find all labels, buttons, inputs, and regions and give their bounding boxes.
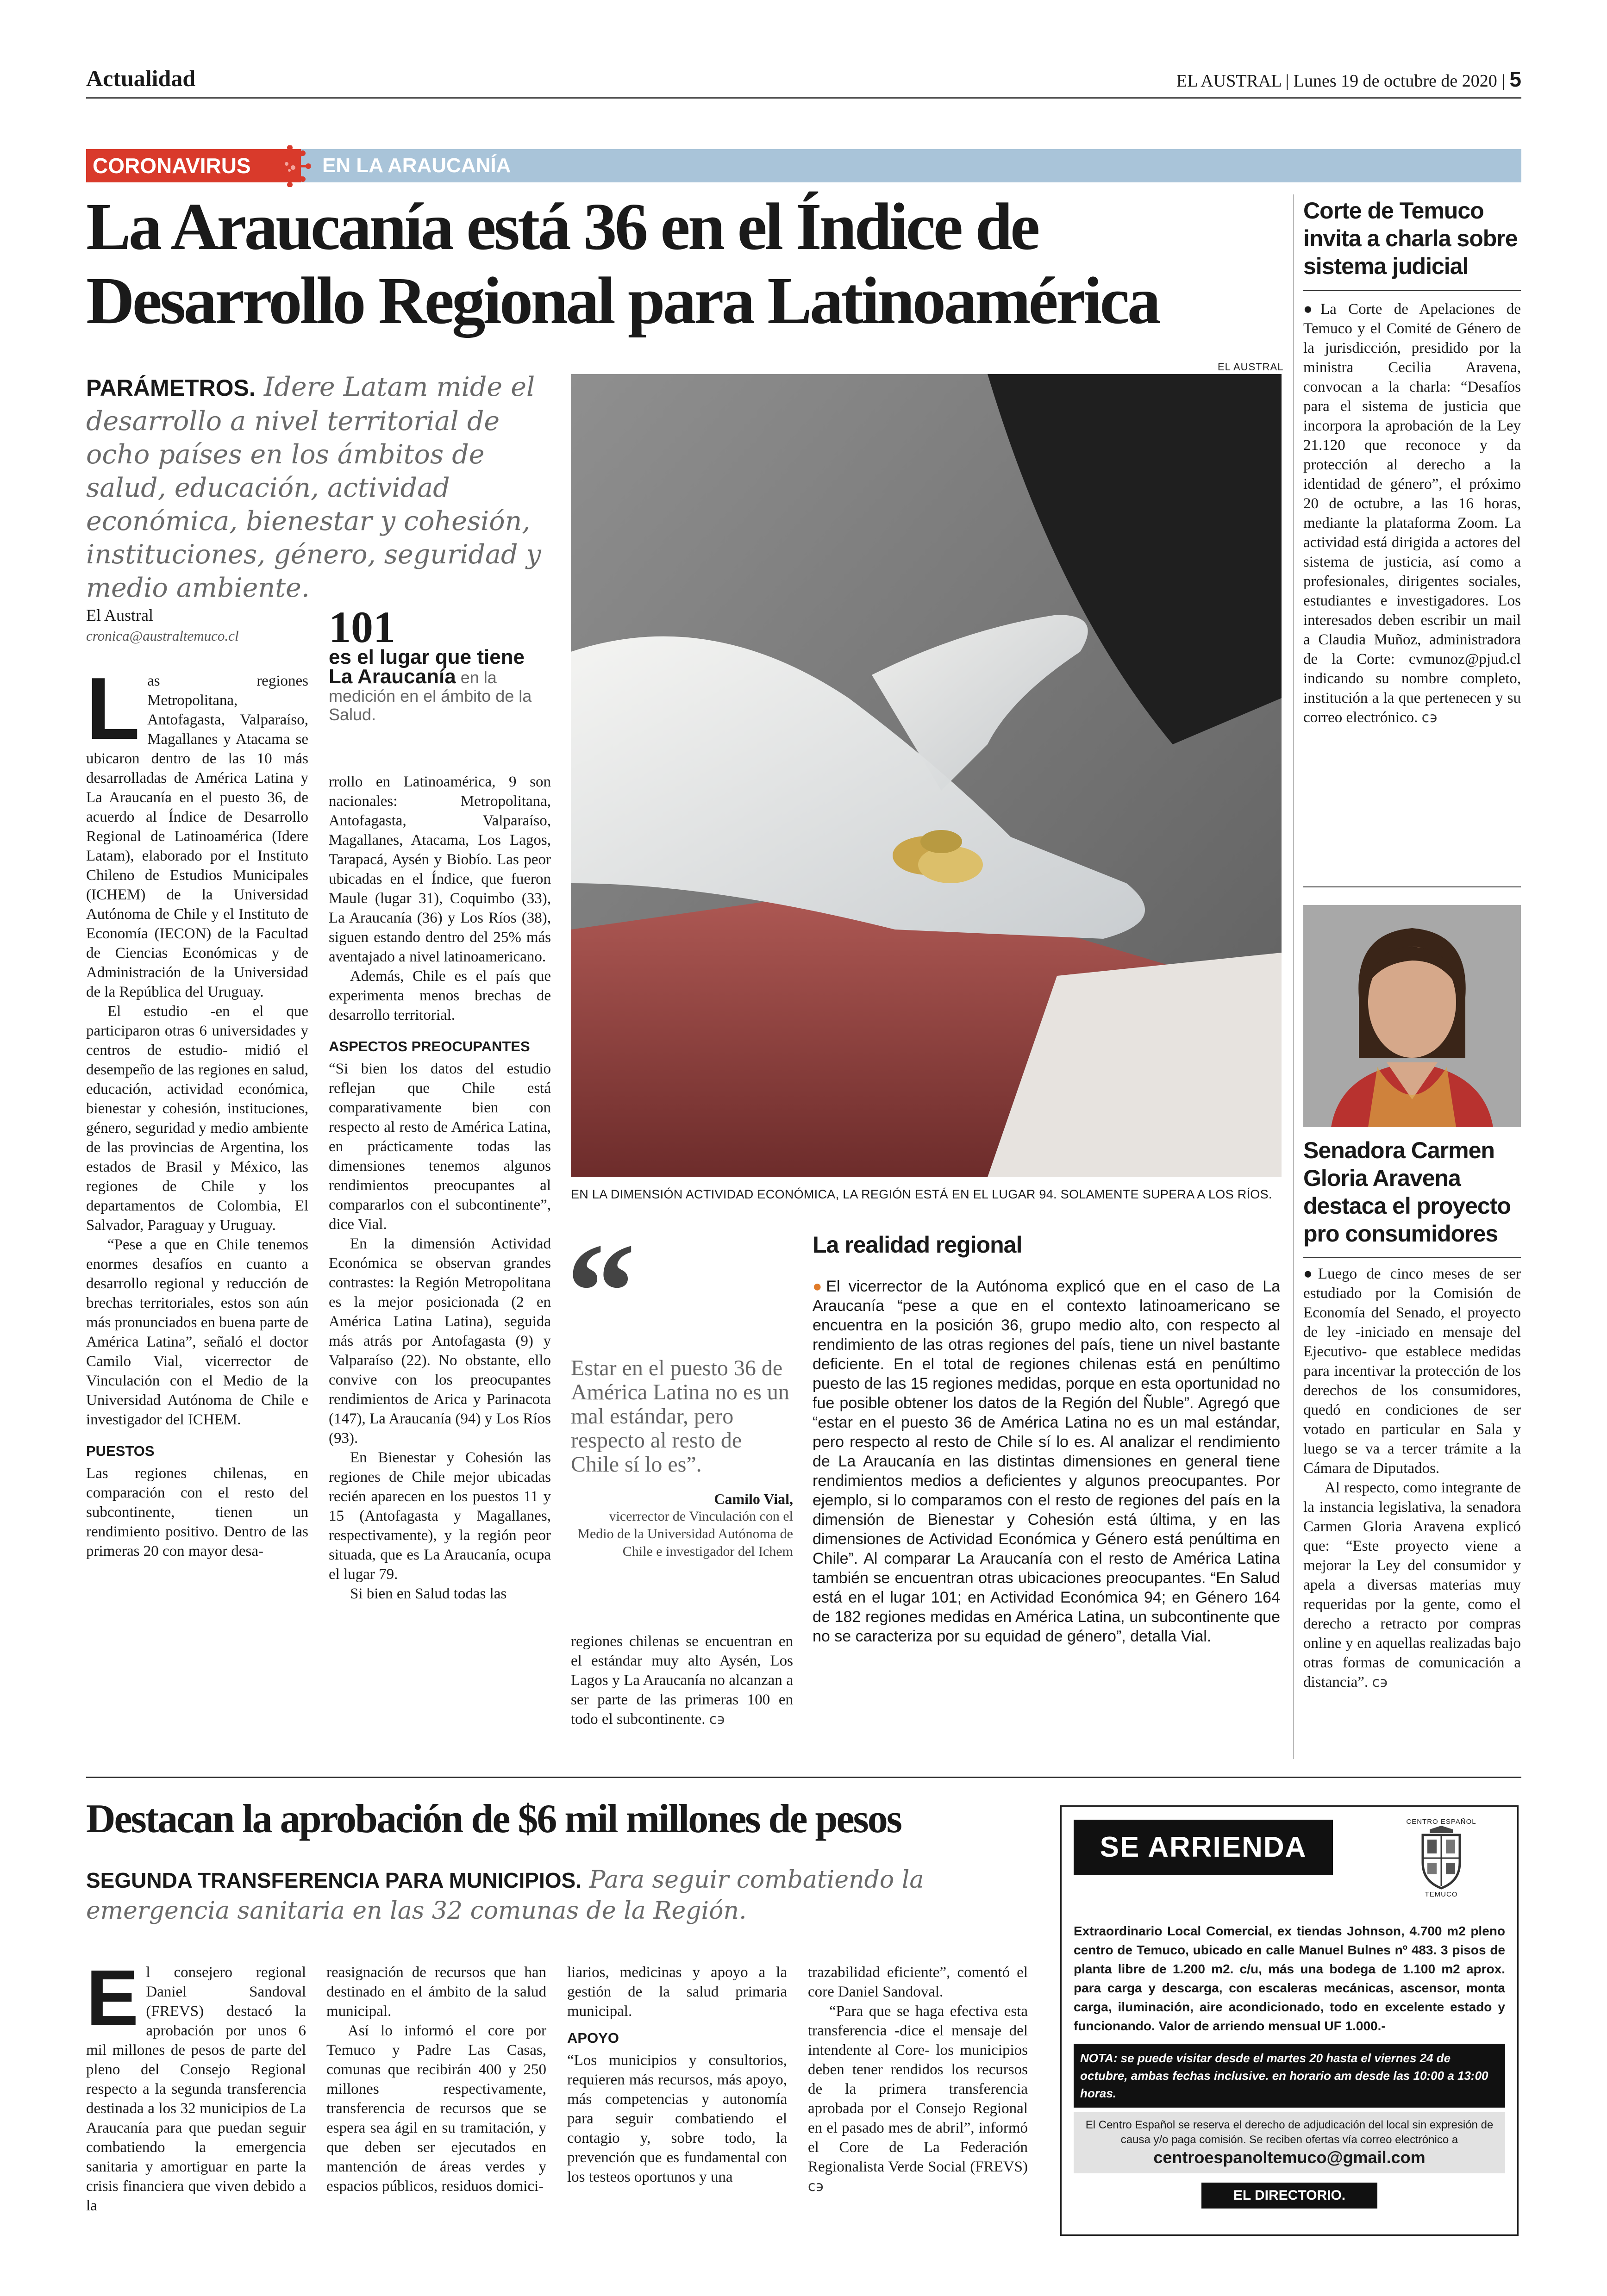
newspaper-name: EL AUSTRAL	[1176, 71, 1282, 91]
news2-p2: Al respecto, como integrante de la instancia legislativa, la senadora Carmen Gloria Aravena explicó que: “Este proyecto viene a mejorar la Ley del consumidor y apela a diversas materias muy requeridas por la gente, como el derecho a retracto por compras online y en aquellas realizadas bajo otras formas de comunicación a distancia”.	[1303, 1479, 1521, 1691]
sidebar-text: El vicerrector de la Autónoma explicó que en el caso de La Araucanía “pese a que en el contexto latinoamericano se encuentra en la posición 36, grupo medio alto, con respecto al rendimiento de las otras regiones del país, tiene un nivel bastante deficiente. En el total de regiones chilenas está en penúltimo puesto de las 15 regiones medidas, porque en esta oportunidad no fue posible obtener los datos de la Región del Ñuble”. Agregó que “estar en el puesto 36 de América Latina no es un mal estándar, pero respecto al resto de Chile sí lo es. Al analizar el rendimiento de La Araucanía en las distintas dimensiones en general tiene rendimientos medios a deficientes y algunos preocupantes. Por ejemplo, si lo comparamos con el resto de regiones del país en la dimensión de Bienestar y Cohesión está última, y en las dimensiones de Actividad Económica y Género está penúltima en Chile”. Al comparar La Araucanía con el resto de América Latina también se encuentran otras ubicaciones preocupantes. “En Salud está en el lugar 101; en Actividad Económica 94; en Género 164 de 182 regiones medidas en América Latina, un subcontinente que no se caracteriza por su equidad de género”, detalla Vial.	[813, 1278, 1280, 1645]
quote-role: vicerrector de Vinculación con el Medio de la Universidad Autónoma de Chile e investigador del Ichem	[577, 1509, 793, 1559]
sidebar-realidad	[813, 1231, 1280, 1646]
ad-title: SE ARRIENDA	[1074, 1820, 1333, 1875]
second-col-2: reasignación de recursos que han destinado en el ámbito de la salud municipal. Así lo informó el core por Temuco y Padre Las Casas, comunas que recibirán 400 y 250 millones respectivamente, transferencia de recursos que se espera sea ágil en su tramitación, y que deben ser ejecutados en mantención de áreas verdes y espacios públicos, residuos domici-	[326, 1964, 546, 2195]
section-banner	[86, 149, 1521, 182]
news2-p1: Luego de cinco meses de ser estudiado por la Comisión de Economía del Senado, el proyecto de ley -iniciado en mensaje del Ejecutivo- que establece medidas para incentivar la protección de los derechos de los consumidores, quedó en condiciones de ser votado en particular en Sala y luego se va a tercer trámite a la Cámara de Diputados.	[1303, 1266, 1521, 1477]
deck-label: PARÁMETROS.	[86, 375, 256, 401]
page-header	[86, 65, 1521, 99]
news-senadora	[1303, 1136, 1521, 1692]
centro-espanol-logo: CENTRO ESPAÑOL TEMUCO	[1406, 1818, 1476, 1898]
bullet-icon: ●	[1303, 1266, 1318, 1282]
ad-email[interactable]: centroespanoltemuco@gmail.com	[1153, 2148, 1426, 2167]
subhead-aspectos: ASPECTOS PREOCUPANTES	[329, 1038, 530, 1054]
second-deck-label: SEGUNDA TRANSFERENCIA PARA MUNICIPIOS.	[86, 1868, 582, 1892]
main-col-1: L as regiones Metropolitana, Antofagasta, Valparaíso, Magallanes y Atacama se ubicaron dentro de las 10 más desarrolladas de América Latina y La Araucanía en el puesto 36, de acuerdo al Índice de Desarrollo Regional de Latinoamérica (Idere Latam), elaborado por el Instituto Chileno de Estudios Municipales (ICHEM) de la Universidad Autónoma de Chile y el Instituto de Economía (IECON) de la Facultad de Ciencias Económicas y de Administración de la Universidad de la República del Uruguay. El estudio -en el que participaron otras 6 universidades y centros de estudio- midió el desempeño de las regiones en salud, educación, actividad económica, bienestar y cohesión, instituciones, género, seguridad y medio ambiente de las provincias de Argentina, los estados de Brasil y México, las regiones de Chile y los departamentos de Colombia, El Salvador, Paraguay y Uruguay. “Pese a que en Chile tenemos enormes desafíos en cuanto a desarrollo regional y reducción de brechas territoriales, estos son aún más pronunciados en buena parte de América Latina”, señaló el doctor Camilo Vial, vicerrector de Vinculación con el Medio de la Universidad Autónoma de Chile e investigador del ICHEM. PUESTOS Las regiones chilenas, en comparación con el resto del subcontinente, tienen un rendimiento positivo. Dentro de las primeras 20 con mayor desa-	[86, 660, 308, 1560]
bullet-icon: ●	[813, 1278, 826, 1295]
section-name: Actualidad	[86, 65, 196, 91]
end-mark-icon: ϲ϶	[808, 2178, 824, 2195]
virus-icon	[269, 145, 311, 187]
news-corte-temuco	[1303, 197, 1521, 728]
ad-footer: EL DIRECTORIO.	[1201, 2183, 1377, 2209]
deck-text: Idere Latam mide el desarrollo a nivel territorial de ocho países en los ámbitos de salud, educación, actividad económica, bienestar y cohesión, instituciones, género, seguridad y medio ambiente.	[86, 372, 541, 603]
news2-headline: Senadora Carmen Gloria Aravena destaca el proyecto pro consumidores	[1303, 1137, 1511, 1247]
column-divider	[1293, 194, 1294, 1759]
quote-text: Estar en el puesto 36 de América Latina no es un mal estándar, pero respecto al resto de Chile sí lo es”.	[571, 1356, 789, 1477]
end-mark-icon: ϲ϶	[1421, 710, 1438, 726]
dropcap: E	[86, 1954, 139, 2042]
stat-text: en la medición en el ámbito de la Salud.	[329, 668, 532, 724]
pull-quote	[566, 1215, 793, 1560]
subhead-apoyo: APOYO	[567, 2030, 619, 2046]
page-number: 5	[1509, 67, 1521, 91]
stat-bold: es el lugar que tiene La Araucanía	[329, 646, 525, 688]
subhead-puestos: PUESTOS	[86, 1443, 155, 1459]
photo-caption: EN LA DIMENSIÓN ACTIVIDAD ECONÓMICA, LA REGIÓN ESTÁ EN EL LUGAR 94. SOLAMENTE SUPERA A LOS RÍOS.	[571, 1187, 1272, 1201]
stat-number: 101	[329, 602, 395, 652]
quote-mark: “	[566, 1215, 636, 1368]
dropcap: L	[86, 660, 140, 758]
end-mark-icon: ϲ϶	[1372, 1674, 1388, 1691]
photo-credit: EL AUSTRAL	[1218, 361, 1284, 373]
coronavirus-tag: CORONAVIRUS	[86, 149, 301, 182]
second-col-1: E l consejero regional Daniel Sandoval (FREVS) destacó la aprobación por unos 6 mil millones de pesos de parte del pleno del Consejo Regional respecto a la segunda transferencia destinada a los 32 municipios de La Araucanía para que puedan seguir combatiendo la emergencia sanitaria y amortiguar en parte la crisis financiera que viven debido a la	[86, 1954, 306, 2214]
news1-headline: Corte de Temuco invita a charla sobre sistema judicial	[1303, 198, 1518, 279]
news1-text: La Corte de Apelaciones de Temuco y el Comité de Género de la jurisdicción, presidido por la ministra Cecilia Aravena, convocan a la charla: “Desafíos para el sistema de justicia que incorpora la aprobación de la Ley 21.120 que reconoce y da protección al derecho a la identidad de género”, el próximo 20 de octubre, a las 16 horas, mediante la plataforma Zoom. La actividad está dirigida a actores del sistema de justicia, así como a profesionales, dirigentes sociales, estudiantes e investigadores. Los interesados deben escribir un mail a Claudia Muñoz, administradora de la Corte: cvmunoz@pjud.cl indicando su nombre completo, institución a la que pertenecen y su correo electrónico.	[1303, 301, 1521, 726]
rental-ad	[1060, 1805, 1519, 2236]
second-headline: Destacan la aprobación de $6 mil millones de pesos	[86, 1797, 901, 1841]
stat-box	[329, 602, 551, 724]
main-col-2: rrollo en Latinoamérica, 9 son nacionales: Metropolitana, Antofagasta, Valparaíso, Magallanes, Atacama, Los Lagos, Tarapacá, Aysén y Biobío. Las peor ubicadas en el Índice, que fueron Maule (lugar 31), Coquimbo (33), La Araucanía (36) y Los Ríos (38), siguen estando dentro del 25% más aventajado a nivel latinoamericano. Además, Chile es el país que experimenta menos brechas de desarrollo territorial. ASPECTOS PREOCUPANTES “Si bien los datos del estudio reflejan que Chile está comparativamente bien con respecto al resto de América Latina, en prácticamente todas las dimensiones tenemos algunos rendimientos preocupantes al compararlos con el subcontinente”, dice Vial. En la dimensión Actividad Económica se observan grandes contrastes: la Región Metropolitana es la mejor posicionada (2 en América Latina Latina), seguida más atrás por Antofagasta (9) y Valparaíso (22). No obstante, ello convive con los preocupantes rendimientos de Arica y Parinacota (147), La Araucanía (94) y Los Ríos (93). En Bienestar y Cohesión las regiones de Chile mejor ubicadas recién aparecen en los puestos 11 y 15 (Antofagasta y Magallanes, respectivamente), y la región peor situada, que es La Araucanía, ocupa el lugar 79. Si bien en Salud todas las	[329, 774, 551, 1602]
main-deck	[86, 370, 554, 605]
main-col-3: regiones chilenas se encuentran en el estándar muy alto Aysén, Los Lagos y La Araucanía no alcanzan a ser parte de las primeras 100 en todo el subcontinente. ϲ϶	[571, 1633, 793, 1728]
header-meta: EL AUSTRAL | Lunes 19 de octubre de 2020 | 5	[1176, 67, 1521, 91]
second-deck-text: Para seguir combatiendo la emergencia sanitaria en las 32 comunas de la Región.	[86, 1866, 924, 1925]
end-mark-icon: ϲ϶	[709, 1711, 725, 1728]
bullet-icon: ●	[1303, 301, 1321, 318]
section-divider	[86, 1777, 1521, 1778]
araucania-tag: EN LA ARAUCANÍA	[322, 154, 511, 177]
byline	[86, 605, 308, 644]
second-deck	[86, 1865, 1035, 1926]
ad-body: Extraordinario Local Comercial, ex tiendas Johnson, 4.700 m2 pleno centro de Temuco, ubicado en calle Manuel Bulnes nº 483. 3 pisos de planta libre de 1.200 m2. c/u, más una bodega de 1.100 m2 aprox. para carga y descarga, con escaleras mecánicas, ascensor, monta carga, iluminación, aire acondicionado, todo en excelente estado y funcionando. Valor de arriendo mensual UF 1.000.-	[1074, 1924, 1505, 2033]
ad-note: NOTA: se puede visitar desde el martes 20 hasta el viernes 24 de octubre, ambas fechas inclusive. en horario am desde las 10:00 a 13:00 horas.	[1074, 2044, 1505, 2108]
main-photo	[571, 374, 1282, 1177]
quote-name: Camilo Vial,	[714, 1491, 793, 1507]
ad-disclaimer: El Centro Español se reserva el derecho de adjudicación del local sin expresión de causa y/o paga comisión. Se reciben ofertas vía correo electrónico a centroespanoltemuco@gmail.com	[1074, 2112, 1505, 2173]
sidebar-title: La realidad regional	[813, 1232, 1022, 1258]
senator-photo	[1303, 905, 1521, 1127]
second-col-3: liarios, medicinas y apoyo a la gestión de la salud primaria municipal. APOYO “Los municipios y consultorios, requieren más recursos, más apoyo, más competencias y autonomía para seguir combatiendo el contagio y, sobre todo, la prevención que es fundamental con los testeos oportunos y una	[567, 1964, 787, 2185]
author-name: El Austral	[86, 606, 153, 624]
author-email: cronica@australtemuco.cl	[86, 628, 239, 644]
issue-date: Lunes 19 de octubre de 2020	[1293, 71, 1497, 91]
second-col-4: trazabilidad eficiente”, comentó el core Daniel Sandoval. “Para que se haga efectiva esta transferencia -dice el mensaje del intendente al Core- los municipios deben tener rendidos los recursos de la primera transferencia aprobada por el Consejo Regional en el pasado mes de abril”, informó el Core de La Federación Regionalista Verde Social (FREVS) ϲ϶	[808, 1964, 1028, 2195]
main-headline: La Araucanía está 36 en el Índice de Desarrollo Regional para Latinoamérica	[86, 190, 1159, 338]
